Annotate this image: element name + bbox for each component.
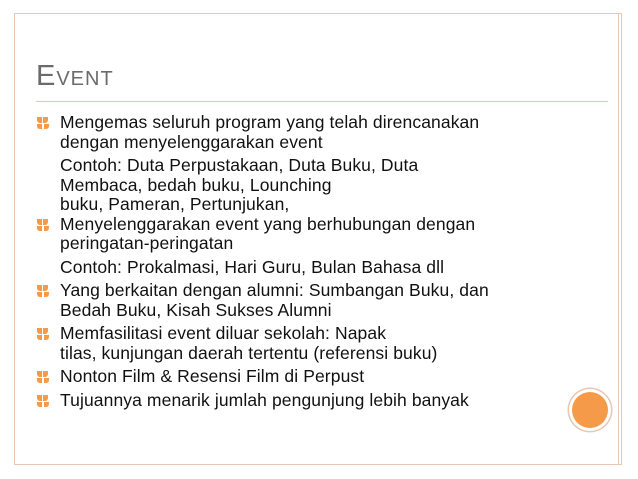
slide-title: Event — [36, 60, 114, 92]
quad-leaf-bullet-icon — [36, 215, 60, 232]
quad-leaf-bullet-icon — [36, 324, 60, 341]
bullet-text: Yang berkaitan dengan alumni: Sumbangan Buku, dan Bedah Buku, Kisah Sukses Alumni — [60, 280, 489, 320]
bullet-subtext: Contoh: Prokalmasi, Hari Guru, Bulan Bahasa dll — [60, 256, 445, 277]
bullet-list — [36, 113, 596, 410]
title-divider — [36, 101, 608, 102]
bullet-text: Mengemas seluruh program yang telah direncanakan dengan menyelenggarakan event — [60, 112, 480, 152]
list-item — [36, 281, 596, 320]
list-item — [36, 113, 596, 152]
list-item — [36, 324, 596, 363]
bullet-text: Tujuannya menarik jumlah pengunjung lebih banyak — [60, 389, 469, 410]
list-item — [36, 367, 596, 387]
decorative-orange-circle — [572, 392, 608, 428]
bullet-text: Menyelenggarakan event yang berhubungan dengan peringatan-peringatan — [60, 213, 476, 253]
bullet-text: Nonton Film & Resensi Film di Perpust — [60, 366, 365, 386]
quad-leaf-bullet-icon — [36, 367, 60, 384]
bullet-subtext: Contoh: Duta Perpustakaan, Duta Buku, Duta Membaca, bedah buku, Lounching buku, Pameran, Pertunjukan, — [60, 155, 419, 214]
quad-leaf-bullet-icon — [36, 113, 60, 130]
quad-leaf-bullet-icon — [36, 281, 60, 298]
list-item — [36, 391, 596, 411]
list-item — [36, 215, 596, 254]
quad-leaf-bullet-icon — [36, 391, 60, 408]
bullet-text: Memfasilitasi event diluar sekolah: Napak tilas, kunjungan daerah tertentu (referensi buku) — [60, 323, 438, 363]
frame-inner-line — [618, 13, 619, 465]
